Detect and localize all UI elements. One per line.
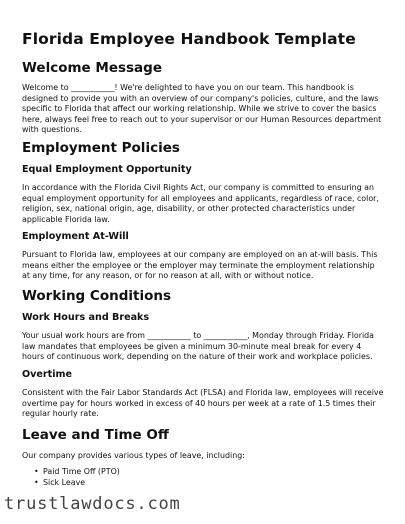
overtime-text: Consistent with the Fair Labor Standards Act (FLSA) and Florida law, employees will receive overtime pay for hours worked in excess of 40 hours per week at a rate of 1.5 times their regular hourly rate. <box>22 388 384 419</box>
work-hours-text: Your usual work hours are from ___________ to ___________, Monday through Friday. Florida law mandates that employees be given a minimum 30-minute meal break for every 4 hours of continuous work, depending on the nature of their work and workplace policies. <box>22 331 374 362</box>
leave-item-sick: • Sick Leave <box>22 478 120 489</box>
overtime-heading: Overtime <box>22 369 73 380</box>
eeo-heading: Equal Employment Opportunity <box>22 164 192 175</box>
at-will-text: Pursuant to Florida law, employees at our company are employed on an at-will basis. This means either the employee or the employer may terminate the employment relationship at any time, for any reason, or for no reason at all, with or without notice. <box>22 250 378 281</box>
leave-intro: Our company provides various types of leave, including: <box>22 451 245 460</box>
working-conditions-heading: Working Conditions <box>22 288 172 304</box>
watermark-text: trustlawdocs.com <box>4 494 181 514</box>
welcome-heading: Welcome Message <box>22 60 162 76</box>
leave-item-pto: • Paid Time Off (PTO) <box>22 467 120 478</box>
leave-list <box>22 467 120 488</box>
welcome-text: Welcome to ___________! We're delighted to have you on our team. This handbook is designed to provide you with an overview of our company's policies, culture, and the laws specific to Florida that affect our working relationship. While we strive to cover the basics here, always feel free to reach out to your supervisor or our Human Resources department with questions. <box>22 83 382 135</box>
employment-policies-heading: Employment Policies <box>22 140 180 156</box>
work-hours-heading: Work Hours and Breaks <box>22 312 150 323</box>
eeo-text: In accordance with the Florida Civil Rights Act, our company is committed to ensuring an equal employment opportunity for all employees and applicants, regardless of race, color, religion, sex, national origin, age, disability, or other protected characteristics under applicable Florida law. <box>22 183 379 224</box>
at-will-heading: Employment At-Will <box>22 231 129 242</box>
document-title: Florida Employee Handbook Template <box>22 30 356 48</box>
leave-heading: Leave and Time Off <box>22 427 169 443</box>
